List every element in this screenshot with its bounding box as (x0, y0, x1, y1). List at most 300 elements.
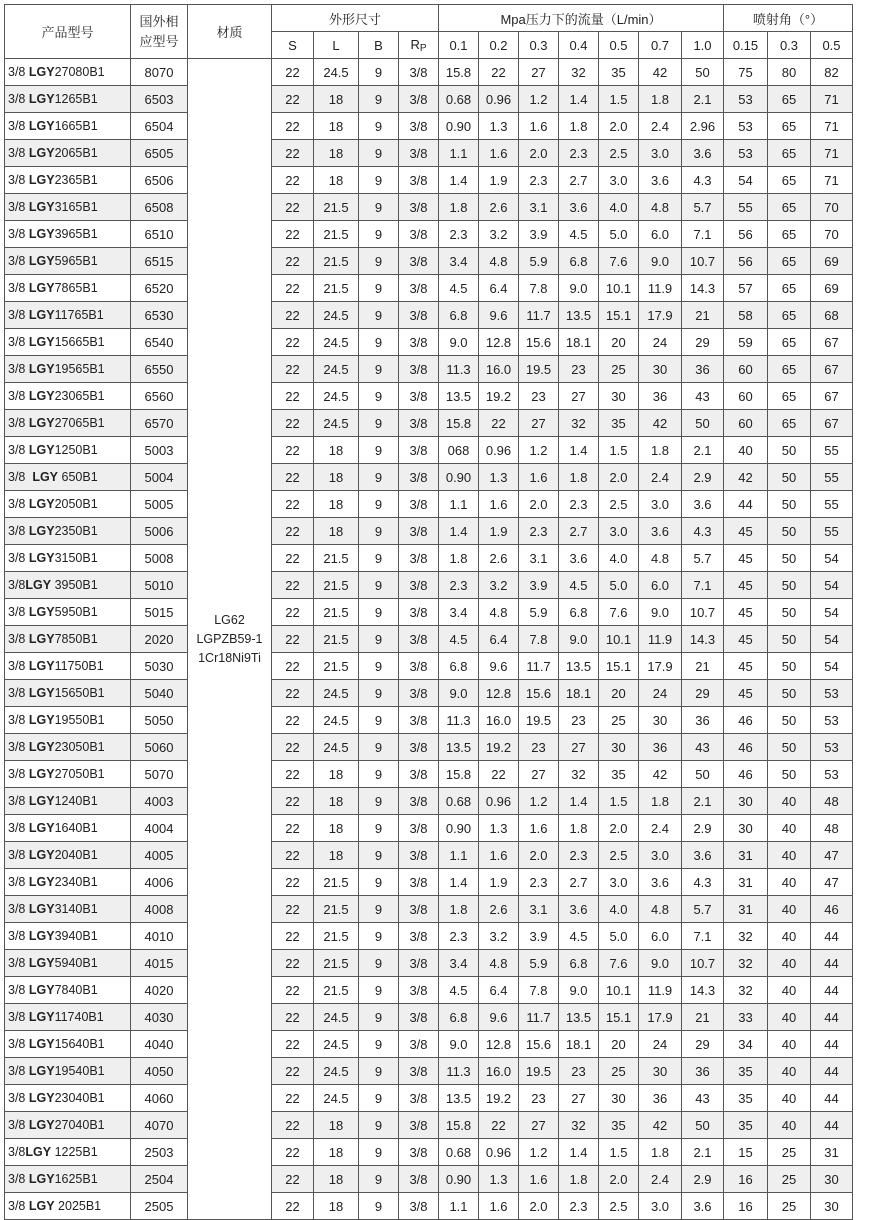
table-row (5, 653, 853, 680)
model-cell (5, 113, 131, 140)
model-series: LGY (28, 713, 55, 727)
flow-cell: 35 (599, 59, 639, 86)
angle-cell: 65 (768, 275, 811, 302)
angle-cell: 56 (724, 248, 768, 275)
angle-cell: 50 (768, 572, 811, 599)
flow-cell: 1.1 (439, 842, 479, 869)
angle-cell: 55 (724, 194, 768, 221)
model-prefix: 3/8 (8, 200, 29, 214)
flow-cell: 1.6 (519, 1166, 559, 1193)
flow-cell: 2.7 (559, 518, 599, 545)
dim-s-cell: 22 (272, 788, 314, 815)
model-series: LGY (28, 335, 55, 349)
angle-cell: 45 (724, 680, 768, 707)
model-cell (5, 1166, 131, 1193)
angle-cell: 40 (768, 1085, 811, 1112)
angle-cell: 56 (724, 221, 768, 248)
dim-r-cell: 3/8 (399, 437, 439, 464)
material-line3: 1Cr18Ni9Ti (198, 650, 261, 665)
flow-cell: 23 (559, 1058, 599, 1085)
model-prefix: 3/8 (8, 983, 29, 997)
flow-cell: 3.6 (682, 842, 724, 869)
dim-b-cell: 9 (359, 1085, 399, 1112)
model-series: LGY (28, 848, 55, 862)
flow-cell: 2.3 (519, 518, 559, 545)
table-row (5, 140, 853, 167)
angle-cell: 30 (811, 1166, 853, 1193)
dim-s-cell: 22 (272, 140, 314, 167)
table-row (5, 977, 853, 1004)
angle-cell: 60 (724, 383, 768, 410)
flow-cell: 7.8 (519, 275, 559, 302)
flow-cell: 1.8 (559, 464, 599, 491)
flow-cell: 2.4 (639, 113, 682, 140)
angle-cell: 54 (811, 572, 853, 599)
flow-cell: 30 (639, 707, 682, 734)
flow-cell: 30 (599, 1085, 639, 1112)
dim-b-cell: 9 (359, 140, 399, 167)
foreign-model-cell: 5008 (131, 545, 188, 572)
header-foreign-model (131, 5, 188, 59)
dim-b-cell: 9 (359, 518, 399, 545)
flow-cell: 5.0 (599, 923, 639, 950)
flow-cell: 9.6 (479, 302, 519, 329)
table-row (5, 1058, 853, 1085)
angle-cell: 69 (811, 275, 853, 302)
dim-s-cell: 22 (272, 815, 314, 842)
angle-cell: 40 (768, 950, 811, 977)
flow-cell: 7.8 (519, 977, 559, 1004)
table-header (5, 5, 853, 59)
model-prefix: 3/8 (8, 902, 29, 916)
angle-cell: 59 (724, 329, 768, 356)
flow-cell: 15.1 (599, 1004, 639, 1031)
flow-cell: 0.96 (479, 1139, 519, 1166)
dim-s-cell: 22 (272, 734, 314, 761)
flow-cell: 30 (639, 1058, 682, 1085)
foreign-model-cell: 4060 (131, 1085, 188, 1112)
table-row (5, 572, 853, 599)
model-cell (5, 653, 131, 680)
dim-r-cell: 3/8 (399, 518, 439, 545)
angle-cell: 53 (724, 140, 768, 167)
angle-cell: 50 (768, 545, 811, 572)
flow-cell: 12.8 (479, 680, 519, 707)
model-code: 3165B1 (54, 200, 98, 214)
flow-cell: 3.6 (639, 167, 682, 194)
foreign-model-cell: 5010 (131, 572, 188, 599)
flow-cell: 2.3 (559, 1193, 599, 1220)
flow-cell: 4.0 (599, 896, 639, 923)
flow-cell: 36 (639, 1085, 682, 1112)
flow-cell: 3.2 (479, 923, 519, 950)
table-row (5, 707, 853, 734)
model-prefix: 3/8 (8, 713, 29, 727)
angle-cell: 65 (768, 167, 811, 194)
table-row (5, 437, 853, 464)
dim-b-cell: 9 (359, 896, 399, 923)
model-prefix: 3/8 (8, 956, 29, 970)
flow-cell: 9.6 (479, 653, 519, 680)
flow-cell: 17.9 (639, 653, 682, 680)
foreign-model-cell: 5006 (131, 518, 188, 545)
dim-l-cell: 21.5 (314, 275, 359, 302)
flow-cell: 1.4 (559, 1139, 599, 1166)
flow-cell: 15.8 (439, 1112, 479, 1139)
table-row (5, 545, 853, 572)
model-prefix: 3/8 (8, 551, 29, 565)
dim-b-cell: 9 (359, 59, 399, 86)
angle-cell: 67 (811, 383, 853, 410)
flow-cell: 1.4 (439, 869, 479, 896)
model-series: LGY (28, 497, 55, 511)
flow-cell: 12.8 (479, 329, 519, 356)
foreign-model-cell: 2505 (131, 1193, 188, 1220)
flow-cell: 16.0 (479, 707, 519, 734)
dim-b-cell: 9 (359, 680, 399, 707)
model-cell (5, 788, 131, 815)
model-cell (5, 815, 131, 842)
model-cell (5, 194, 131, 221)
flow-cell: 3.1 (519, 896, 559, 923)
flow-cell: 10.7 (682, 599, 724, 626)
flow-cell: 1.4 (559, 86, 599, 113)
dim-b-cell: 9 (359, 626, 399, 653)
model-code: 5940B1 (54, 956, 98, 970)
model-code: 7850B1 (54, 632, 98, 646)
flow-cell: 1.8 (439, 896, 479, 923)
dim-l-cell: 18 (314, 86, 359, 113)
flow-cell: 2.6 (479, 545, 519, 572)
dim-l-cell: 21.5 (314, 950, 359, 977)
angle-cell: 46 (724, 734, 768, 761)
dim-l-cell: 21.5 (314, 626, 359, 653)
flow-cell: 3.6 (639, 518, 682, 545)
model-cell (5, 977, 131, 1004)
model-prefix: 3/8 (8, 389, 29, 403)
flow-cell: 3.2 (479, 221, 519, 248)
flow-cell: 1.9 (479, 518, 519, 545)
flow-cell: 2.9 (682, 464, 724, 491)
table-row (5, 734, 853, 761)
model-cell (5, 59, 131, 86)
model-series: LGY (25, 1145, 52, 1159)
flow-cell: 0.90 (439, 1166, 479, 1193)
model-cell (5, 383, 131, 410)
model-code: 27080B1 (54, 65, 105, 79)
flow-cell: 2.7 (559, 869, 599, 896)
flow-cell: 21 (682, 653, 724, 680)
dim-l-cell: 18 (314, 815, 359, 842)
model-prefix: 3/8 (8, 416, 29, 430)
flow-cell: 15.8 (439, 761, 479, 788)
flow-cell: 1.1 (439, 491, 479, 518)
dim-l-cell: 21.5 (314, 545, 359, 572)
flow-cell: 2.3 (519, 869, 559, 896)
dim-s-cell: 22 (272, 680, 314, 707)
flow-cell: 3.9 (519, 221, 559, 248)
angle-cell: 67 (811, 329, 853, 356)
model-prefix: 3/8 (8, 227, 29, 241)
dim-r-cell: 3/8 (399, 302, 439, 329)
foreign-model-cell: 4070 (131, 1112, 188, 1139)
angle-cell: 53 (811, 707, 853, 734)
material-cell (188, 59, 272, 1220)
flow-cell: 3.6 (682, 491, 724, 518)
angle-cell: 65 (768, 383, 811, 410)
flow-cell: 4.8 (639, 194, 682, 221)
model-code: 11750B1 (54, 659, 104, 673)
flow-cell: 7.1 (682, 923, 724, 950)
angle-cell: 16 (724, 1166, 768, 1193)
angle-cell: 40 (768, 1058, 811, 1085)
flow-cell: 3.6 (639, 869, 682, 896)
angle-cell: 16 (724, 1193, 768, 1220)
angle-cell: 50 (768, 599, 811, 626)
model-series: LGY (28, 605, 55, 619)
flow-cell: 17.9 (639, 302, 682, 329)
flow-cell: 4.5 (439, 977, 479, 1004)
header-angle-0-15: 0.15 (724, 32, 768, 59)
model-series: LGY (32, 470, 59, 484)
angle-cell: 71 (811, 113, 853, 140)
flow-cell: 2.3 (439, 572, 479, 599)
angle-cell: 44 (811, 1004, 853, 1031)
table-row (5, 761, 853, 788)
flow-cell: 5.0 (599, 572, 639, 599)
flow-cell: 36 (682, 356, 724, 383)
dim-r-cell: 3/8 (399, 410, 439, 437)
foreign-model-cell: 4050 (131, 1058, 188, 1085)
dim-r-cell: 3/8 (399, 356, 439, 383)
model-code: 7865B1 (54, 281, 98, 295)
angle-cell: 31 (724, 869, 768, 896)
model-prefix: 3/8 (8, 686, 29, 700)
model-code: 2365B1 (54, 173, 98, 187)
foreign-model-cell: 5030 (131, 653, 188, 680)
dim-r-cell: 3/8 (399, 1112, 439, 1139)
flow-cell: 10.1 (599, 626, 639, 653)
flow-cell: 1.2 (519, 86, 559, 113)
angle-cell: 54 (811, 626, 853, 653)
model-prefix: 3/8 (8, 605, 29, 619)
flow-cell: 3.6 (559, 545, 599, 572)
flow-cell: 35 (599, 410, 639, 437)
model-series: LGY (28, 524, 55, 538)
foreign-model-cell: 6550 (131, 356, 188, 383)
dim-b-cell: 9 (359, 194, 399, 221)
angle-cell: 65 (768, 329, 811, 356)
model-prefix: 3/8 (8, 1199, 29, 1213)
model-prefix: 3/8 (8, 173, 29, 187)
model-code: 19550B1 (54, 713, 105, 727)
angle-cell: 30 (724, 788, 768, 815)
foreign-model-cell: 4030 (131, 1004, 188, 1031)
angle-cell: 65 (768, 410, 811, 437)
dim-l-cell: 18 (314, 842, 359, 869)
dim-l-cell: 24.5 (314, 1085, 359, 1112)
model-cell (5, 1058, 131, 1085)
dim-b-cell: 9 (359, 842, 399, 869)
dim-b-cell: 9 (359, 383, 399, 410)
foreign-model-cell: 5015 (131, 599, 188, 626)
dim-r-cell: 3/8 (399, 221, 439, 248)
dim-b-cell: 9 (359, 1031, 399, 1058)
flow-cell: 36 (682, 1058, 724, 1085)
foreign-model-cell: 4005 (131, 842, 188, 869)
angle-cell: 50 (768, 437, 811, 464)
flow-cell: 10.1 (599, 275, 639, 302)
header-row-1 (5, 5, 853, 32)
dim-b-cell: 9 (359, 707, 399, 734)
dim-s-cell: 22 (272, 923, 314, 950)
dim-r-cell: 3/8 (399, 869, 439, 896)
dim-b-cell: 9 (359, 248, 399, 275)
model-series: LGY (28, 281, 55, 295)
table-row (5, 383, 853, 410)
flow-cell: 23 (519, 383, 559, 410)
header-dim-r: R (410, 36, 420, 52)
table-row (5, 248, 853, 275)
flow-cell: 1.8 (639, 788, 682, 815)
flow-cell: 27 (519, 1112, 559, 1139)
flow-cell: 1.3 (479, 1166, 519, 1193)
table-row (5, 599, 853, 626)
flow-cell: 20 (599, 680, 639, 707)
header-dimensions: 外形尺寸 (272, 5, 439, 32)
table-row (5, 896, 853, 923)
dim-b-cell: 9 (359, 977, 399, 1004)
dim-r-cell: 3/8 (399, 194, 439, 221)
dim-r-cell: 3/8 (399, 734, 439, 761)
flow-cell: 2.0 (519, 842, 559, 869)
angle-cell: 30 (811, 1193, 853, 1220)
dim-l-cell: 21.5 (314, 248, 359, 275)
flow-cell: 50 (682, 761, 724, 788)
dim-r-cell: 3/8 (399, 842, 439, 869)
header-dim-l: L (314, 32, 359, 59)
model-prefix: 3/8 (8, 767, 29, 781)
angle-cell: 71 (811, 86, 853, 113)
flow-cell: 1.9 (479, 869, 519, 896)
model-cell (5, 545, 131, 572)
foreign-model-cell: 6503 (131, 86, 188, 113)
flow-cell: 24 (639, 680, 682, 707)
flow-cell: 1.6 (479, 491, 519, 518)
flow-cell: 1.6 (519, 815, 559, 842)
dim-l-cell: 18 (314, 1112, 359, 1139)
model-cell (5, 356, 131, 383)
angle-cell: 54 (811, 545, 853, 572)
dim-r-cell: 3/8 (399, 491, 439, 518)
dim-s-cell: 22 (272, 1166, 314, 1193)
dim-b-cell: 9 (359, 437, 399, 464)
header-flow-0-4: 0.4 (559, 32, 599, 59)
angle-cell: 40 (768, 1004, 811, 1031)
flow-cell: 19.5 (519, 356, 559, 383)
dim-s-cell: 22 (272, 167, 314, 194)
table-row (5, 302, 853, 329)
flow-cell: 2.3 (439, 923, 479, 950)
model-code: 650B1 (58, 470, 98, 484)
flow-cell: 1.9 (479, 167, 519, 194)
angle-cell: 44 (811, 1112, 853, 1139)
dim-s-cell: 22 (272, 572, 314, 599)
angle-cell: 68 (811, 302, 853, 329)
dim-r-cell: 3/8 (399, 653, 439, 680)
model-cell (5, 437, 131, 464)
dim-s-cell: 22 (272, 221, 314, 248)
dim-l-cell: 24.5 (314, 1058, 359, 1085)
table-row (5, 518, 853, 545)
model-prefix: 3/8 (8, 875, 29, 889)
angle-cell: 65 (768, 113, 811, 140)
model-code: 3950B1 (51, 578, 98, 592)
angle-cell: 40 (768, 869, 811, 896)
angle-cell: 53 (811, 680, 853, 707)
flow-cell: 3.0 (639, 140, 682, 167)
flow-cell: 4.5 (559, 221, 599, 248)
foreign-model-cell: 4008 (131, 896, 188, 923)
dim-l-cell: 21.5 (314, 896, 359, 923)
model-code: 15665B1 (54, 335, 105, 349)
angle-cell: 25 (768, 1166, 811, 1193)
model-code: 2040B1 (54, 848, 98, 862)
flow-cell: 6.8 (559, 950, 599, 977)
model-series: LGY (28, 875, 55, 889)
dim-r-cell: 3/8 (399, 815, 439, 842)
dim-s-cell: 22 (272, 1004, 314, 1031)
table-row (5, 950, 853, 977)
model-series: LGY (28, 794, 55, 808)
angle-cell: 55 (811, 464, 853, 491)
flow-cell: 6.8 (559, 248, 599, 275)
flow-cell: 6.8 (439, 653, 479, 680)
flow-cell: 18.1 (559, 680, 599, 707)
model-code: 5950B1 (54, 605, 98, 619)
angle-cell: 50 (768, 626, 811, 653)
dim-r-cell: 3/8 (399, 1085, 439, 1112)
model-cell (5, 923, 131, 950)
dim-s-cell: 22 (272, 653, 314, 680)
foreign-model-cell: 4010 (131, 923, 188, 950)
angle-cell: 35 (724, 1085, 768, 1112)
flow-cell: 32 (559, 410, 599, 437)
flow-cell: 11.7 (519, 653, 559, 680)
model-cell (5, 491, 131, 518)
flow-cell: 1.3 (479, 464, 519, 491)
angle-cell: 40 (768, 842, 811, 869)
table-row (5, 221, 853, 248)
flow-cell: 4.0 (599, 194, 639, 221)
angle-cell: 45 (724, 518, 768, 545)
model-prefix: 3/8 (8, 524, 29, 538)
flow-cell: 1.8 (639, 86, 682, 113)
table-row (5, 86, 853, 113)
model-prefix: 3/8 (8, 1091, 29, 1105)
dim-s-cell: 22 (272, 518, 314, 545)
spec-table-wrapper (4, 4, 853, 1220)
flow-cell: 6.8 (439, 302, 479, 329)
dim-b-cell: 9 (359, 1058, 399, 1085)
flow-cell: 2.4 (639, 815, 682, 842)
flow-cell: 0.90 (439, 815, 479, 842)
flow-cell: 11.7 (519, 302, 559, 329)
angle-cell: 57 (724, 275, 768, 302)
flow-cell: 1.6 (519, 464, 559, 491)
dim-r-cell: 3/8 (399, 167, 439, 194)
model-code: 3965B1 (54, 227, 98, 241)
